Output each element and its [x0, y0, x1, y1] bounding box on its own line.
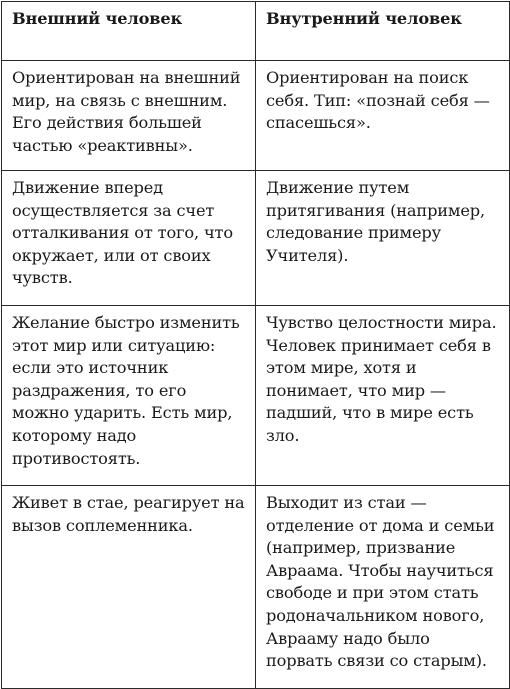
comparison-table: [1, 1, 510, 689]
outer-cell: Ориентирован на внешний мир, на связь с внешним. Его действия большей частью «реактивны».: [2, 61, 256, 171]
inner-cell: Чувство целостности мира. Человек принимает себя в этом мире, хотя и понимает, что мир — падший, что в мире есть зло.: [256, 306, 510, 486]
header-inner-person: Внутренний человек: [256, 2, 510, 61]
header-row: [2, 2, 510, 61]
table-row: [2, 171, 510, 306]
table-row: [2, 486, 510, 689]
outer-cell: Желание быстро изменить этот мир или ситуацию: если это источник раздражения, то его можно ударить. Есть мир, которому надо противостоять.: [2, 306, 256, 486]
outer-cell: Живет в стае, реагирует на вызов соплеменника.: [2, 486, 256, 689]
table-row: [2, 61, 510, 171]
table-row: [2, 306, 510, 486]
inner-cell: Выходит из стаи — отделение от дома и семьи (например, призвание Авраама. Чтобы научиться свободе и при этом стать родоначальником нового, Аврааму надо было порвать связи со старым).: [256, 486, 510, 689]
header-outer-person: Внешний человек: [2, 2, 256, 61]
inner-cell: Движение путем притягивания (например, следование примеру Учителя).: [256, 171, 510, 306]
outer-cell: Движение вперед осуществляется за счет отталкивания от того, что окружает, или от своих чувств.: [2, 171, 256, 306]
inner-cell: Ориентирован на поиск себя. Тип: «познай себя — спасешься».: [256, 61, 510, 171]
